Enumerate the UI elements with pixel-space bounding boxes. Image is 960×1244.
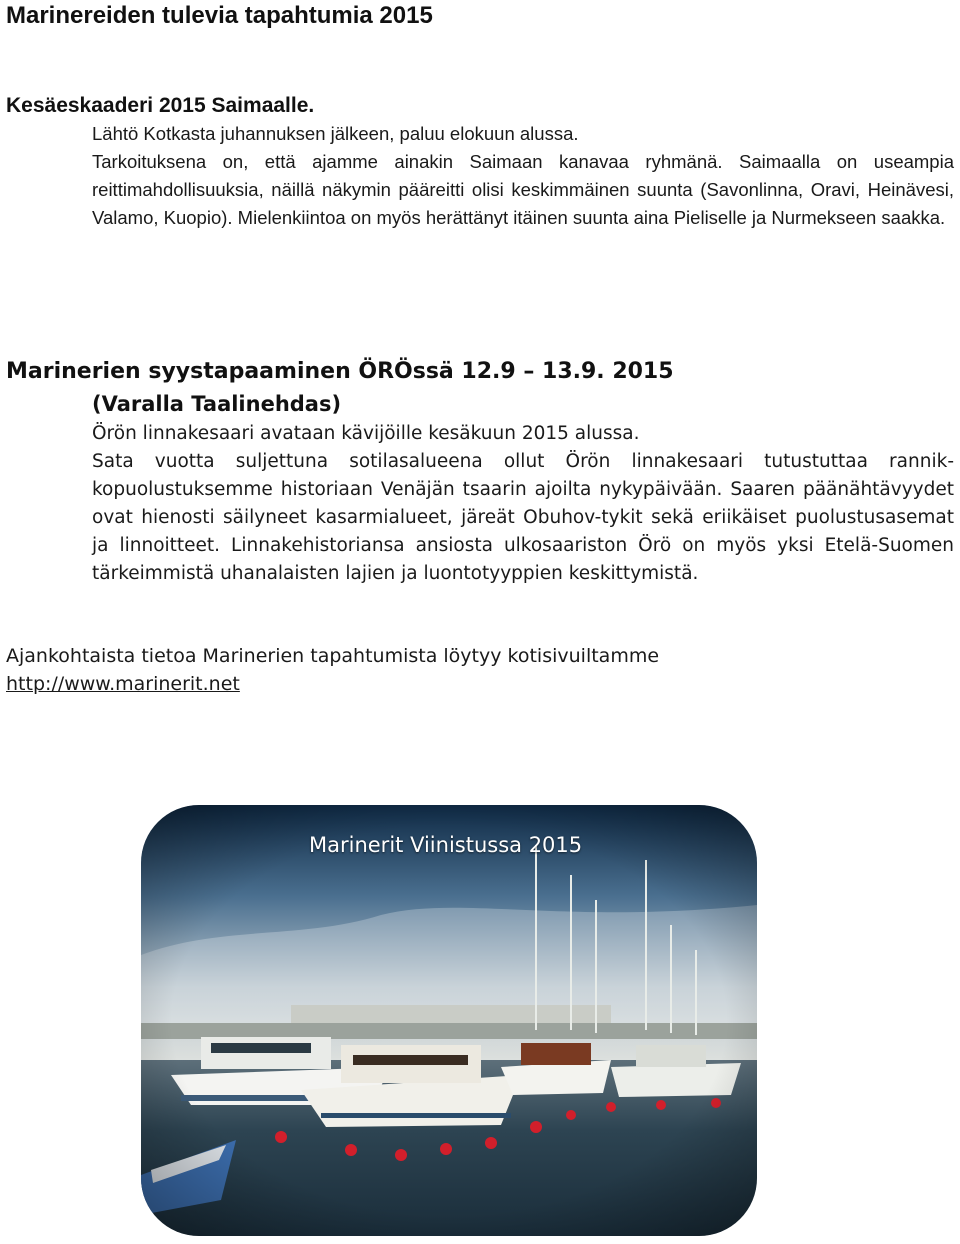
autumn-meeting-subheading: (Varalla Taalinehdas) (92, 392, 342, 416)
harbor-photo-illustration (141, 805, 757, 1236)
more-info-text: Ajankohtaista tietoa Marinerien tapahtumista löytyy kotisivuiltamme (6, 645, 660, 667)
homepage-link[interactable]: http://www.marinerit.net (6, 673, 240, 695)
summer-squadron-line-1: Lähtö Kotkasta juhannuksen jälkeen, paluu elokuun alussa. (92, 123, 579, 144)
page-title: Marinereiden tulevia tapahtumia 2015 (6, 2, 433, 29)
harbor-photo (141, 805, 757, 1236)
autumn-meeting-body: Sata vuotta suljettuna sotilasalueena ollut Örön linnakesaari tutustuttaa rannikkopuolustuksemme historiaan Venäjän tsaarin ajoilta nykypäivään. Saaren päänähtävyydet ovat hienosti säilyneet kasarmialueet, järeät Obuhov-tykit sekä eriikäiset puolustusasemat ja linnoitteet. Linnakehistoriansa ansiosta ulkosaariston Örö on myös yksi Etelä-Suomen tärkeimmistä uhanalaisten lajien ja luontotyyppien keskittymistä. (92, 451, 954, 584)
summer-squadron-line-2: Tarkoituksena on, että ajamme ainakin Saimaan kanavaa ryhmänä. Saimaalla on useampia reittimahdollisuuksia, näillä näkymin pääreitti olisi keskimmäinen suunta (Savonlinna, Oravi, Heinävesi, Valamo, Kuopio). Mielenkiintoa on myös herättänyt itäinen suunta aina Pieliselle ja Nurmekseen saakka. (92, 151, 954, 228)
summer-squadron-heading: Kesäeskaaderi 2015 Saimaalle. (6, 94, 315, 117)
autumn-meeting-heading: Marinerien syystapaaminen ÖRÖssä 12.9 – 13.9. 2015 (6, 359, 674, 384)
autumn-meeting-lead: Örön linnakesaari avataan kävijöille kesäkuun 2015 alussa. (92, 423, 640, 444)
summer-squadron-text (92, 120, 954, 232)
vignette (141, 805, 757, 1236)
photo-caption: Marinerit Viinistussa 2015 (309, 833, 583, 857)
autumn-meeting-text (92, 420, 954, 588)
